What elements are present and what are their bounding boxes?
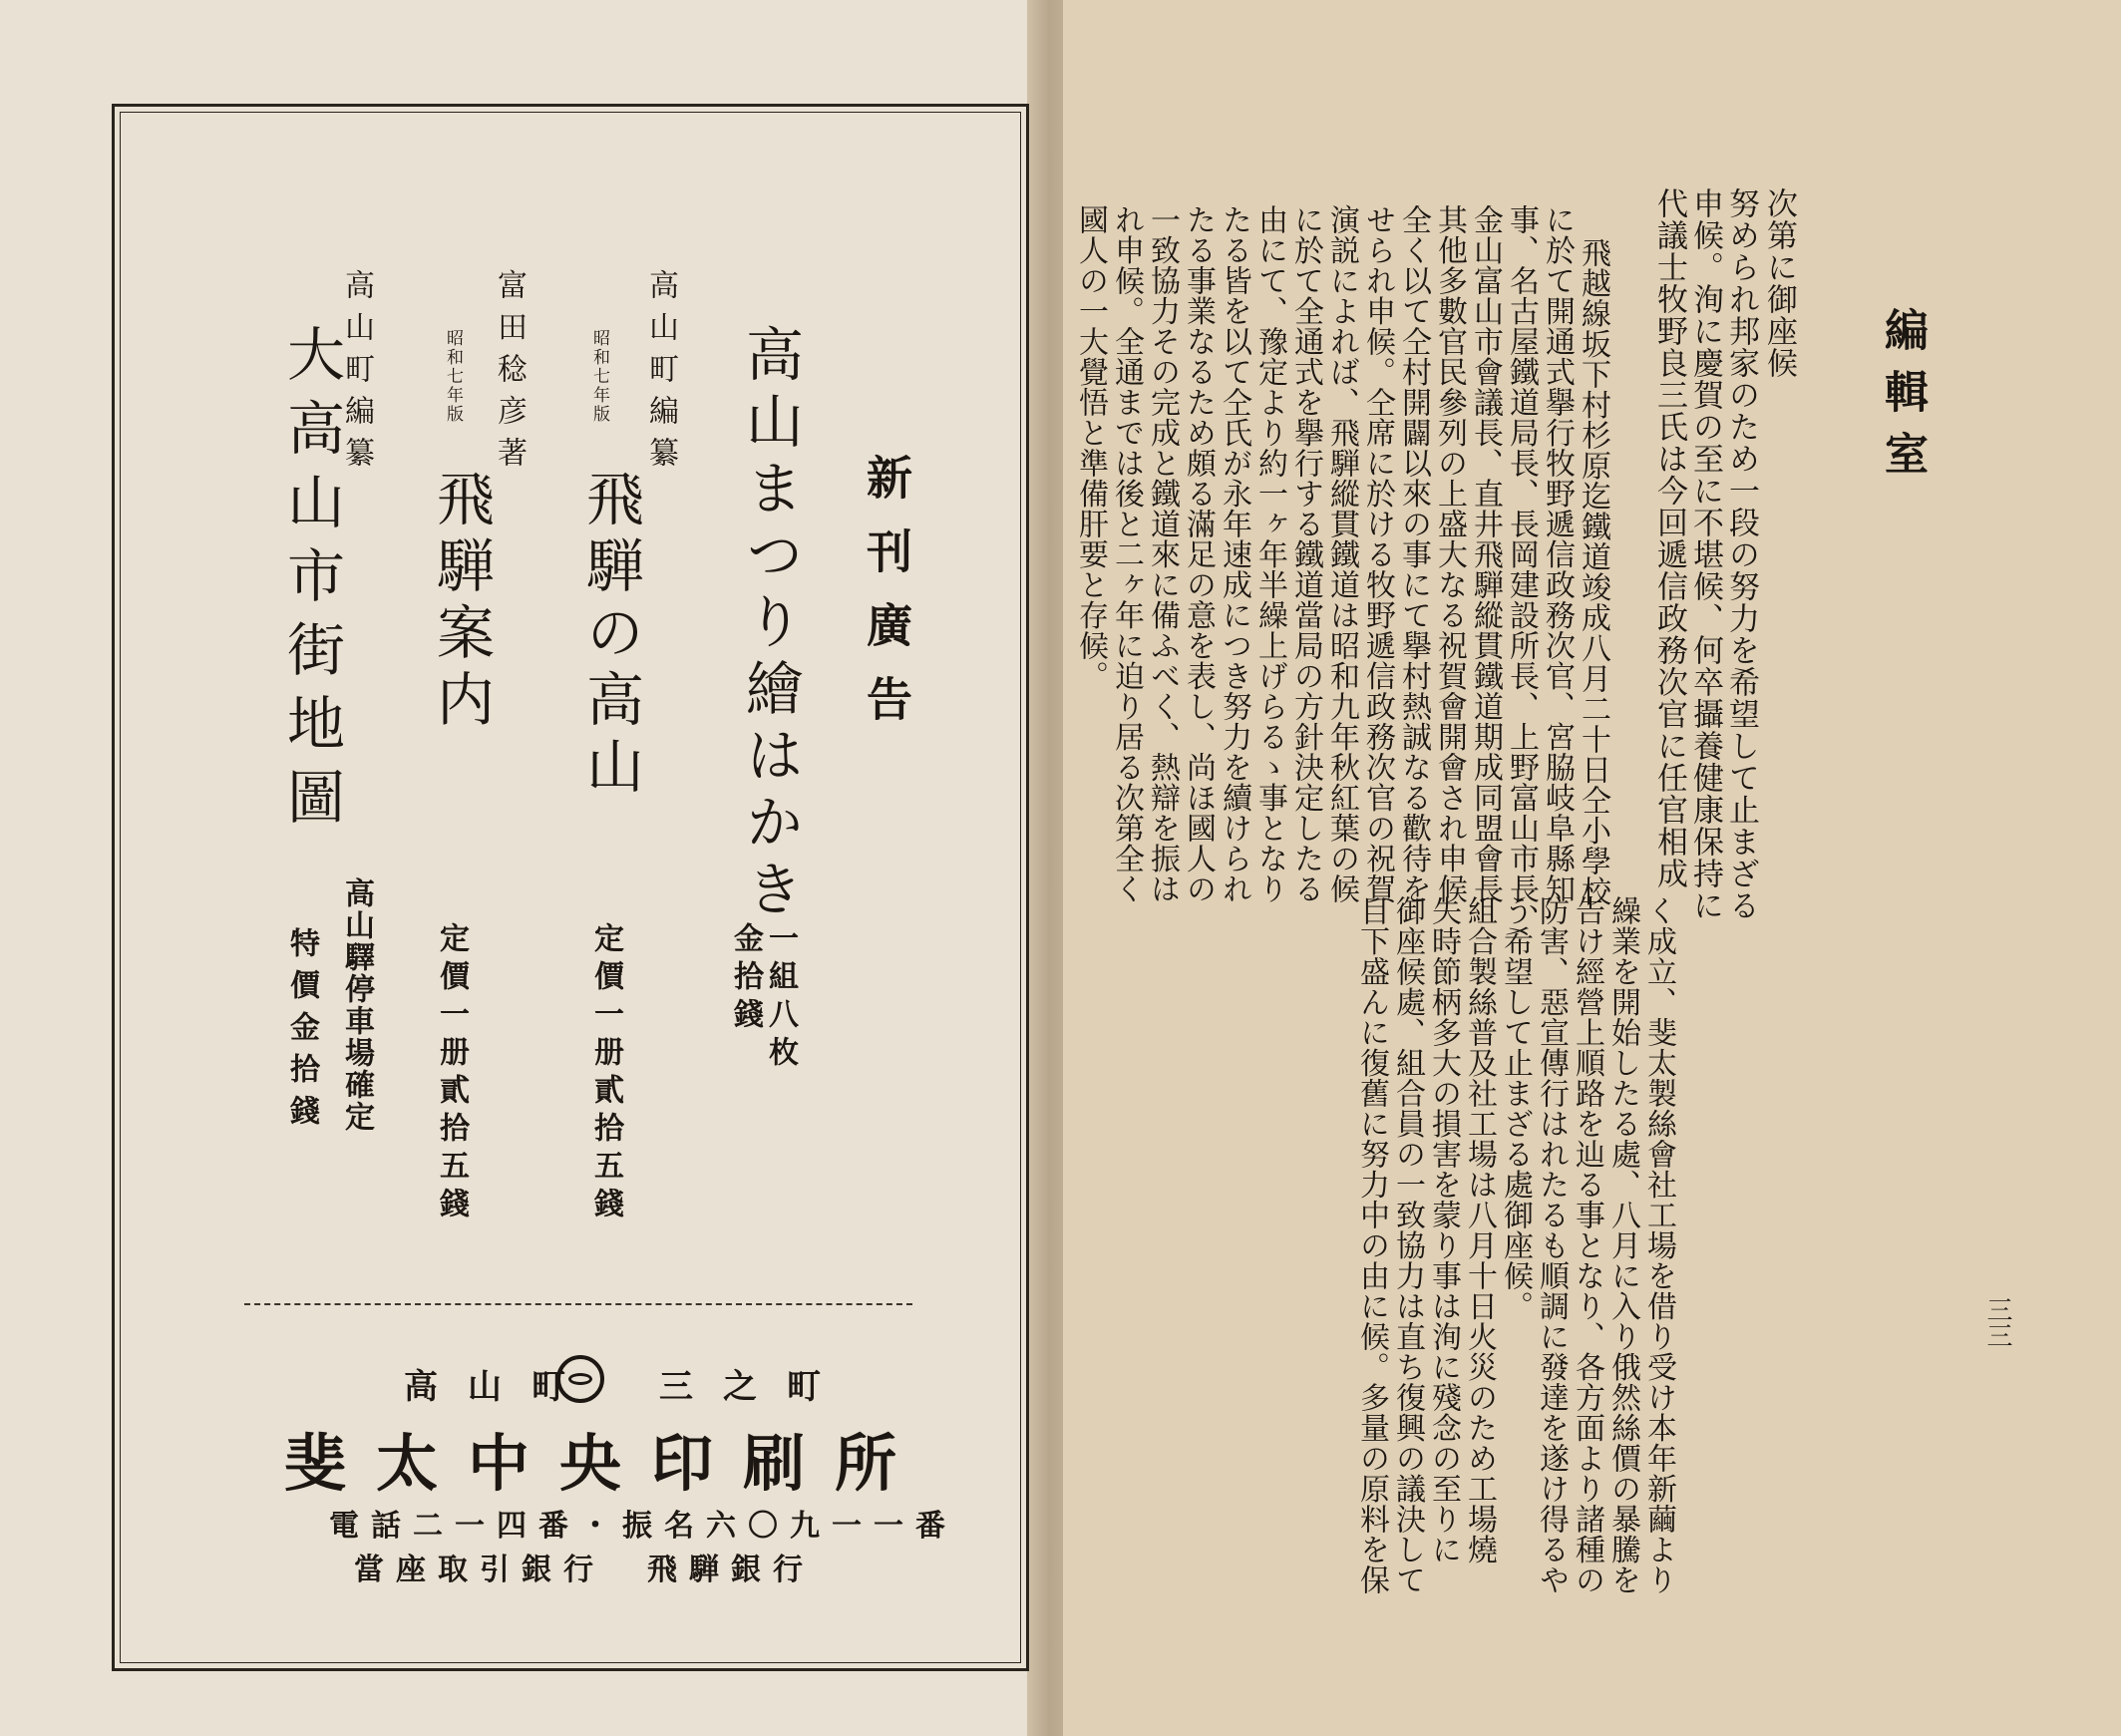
ad-item-3-price: 定價一册貳拾五錢	[434, 922, 469, 1225]
ad-heading: 新刊廣告	[860, 454, 913, 749]
ad-item-4-note: 高山驛停車場確定	[339, 877, 374, 1133]
ad-item-2-price: 定價一册貳拾五錢	[588, 922, 623, 1225]
lower-column: く成立、斐太製絲會社工場を借り受け本年新繭より	[1641, 895, 1676, 1595]
lower-column: 目下盛んに復舊に努力中の由に候。多量の原料を保	[1354, 895, 1389, 1595]
body-column: に於て全通式を擧行する鐵道當局の方針決定したる	[1288, 204, 1323, 904]
ad-item-2-title: 飛騨の高山	[576, 469, 644, 803]
lower-column: 防害、惡宣傳行はれたるも順調に發達を遂け得るや	[1534, 895, 1569, 1595]
body-column: せられ申候。仝席に於ける牧野遞信政務次官の祝賀	[1360, 204, 1395, 904]
editorial-heading: 編輯室	[1877, 307, 1928, 493]
ad-item-2-author: 高山町編纂	[643, 269, 678, 479]
body-column: 全く以て仝村開闢以來の事にて擧村熱誠なる歡待を	[1396, 204, 1431, 904]
ad-item-1-price-top: 一組八枚	[763, 922, 798, 1074]
body-column: 申候。洵に慶賀の至に不堪候、何卒攝養健康保持に	[1687, 187, 1723, 921]
ad-item-4-price: 特價金拾錢	[284, 927, 319, 1137]
body-column: 由にて、豫定より約一ヶ年半繰上げらるゝ事となり	[1252, 204, 1287, 904]
body-column: に於て開通式擧行牧野遞信政務次官、宮脇岐阜縣知	[1540, 204, 1575, 904]
ad-item-3-edition: 昭和七年版	[443, 329, 463, 424]
ad-item-1-price-bottom: 金拾錢	[728, 922, 763, 1036]
lower-column: 繰業を開始したる處、八月に入り俄然絲價の暴騰を	[1605, 895, 1640, 1595]
ad-item-2-edition: 昭和七年版	[589, 329, 609, 424]
body-column: たる皆を以て仝氏が永年速成につき努力を續けられ	[1217, 204, 1251, 904]
page-number: 三三	[1982, 1296, 2012, 1348]
lower-column: 組合製絲普及社工場は八月十日火災のため工場燒	[1462, 895, 1497, 1564]
ad-item-4-author: 高山町編纂	[339, 269, 374, 479]
body-column: 代議士牧野良三氏は今回遞信政務次官に任官相成	[1651, 187, 1687, 889]
body-column: 事、名古屋鐵道局長、長岡建設所長、上野富山市長、	[1504, 204, 1539, 934]
body-column: 努められ邦家のため一段の努力を希望して止まざる	[1723, 187, 1759, 921]
ad-divider	[244, 1303, 912, 1305]
lower-column: 失時節柄多大の損害を蒙り事は洵に殘念の至りに	[1426, 895, 1461, 1564]
ad-item-3-author: 富田稔彦著	[492, 269, 527, 479]
body-column: 一致協力その完成と鐵道來に備ふべく、熱辯を振は	[1145, 204, 1180, 904]
ad-item-4-title: 大高山市街地圖	[277, 324, 345, 841]
body-column: たる事業なるため頗る滿足の意を表し、尚ほ國人の	[1181, 204, 1216, 904]
body-column: 次第に御座候	[1761, 187, 1797, 379]
body-column: 演説によれば、飛騨縱貫鐵道は昭和九年秋紅葉の候	[1324, 204, 1359, 904]
body-column: 飛越線坂下村杉原迄鐵道竣成八月二十日仝小學校	[1576, 237, 1610, 906]
ad-item-3-title: 飛騨案内	[427, 469, 495, 736]
lower-column: う希望して止まざる處御座候。	[1498, 895, 1533, 1321]
printer-name: 斐太中央印刷所	[284, 1427, 927, 1500]
ad-item-1-title: 高山まつり繪はかき	[736, 324, 804, 925]
printer-address: 高山町 三之町	[404, 1367, 851, 1407]
body-column: れ申候。全通までは後と二ヶ年に迫り居る次第全く	[1109, 204, 1144, 904]
body-column: 金山富山市會議長、直井飛騨縱貫鐵道期成同盟會長	[1468, 204, 1503, 904]
printer-phone: 電話二一四番・振名六〇九一一番	[329, 1509, 957, 1544]
lower-column: 告け經營上順路を辿る事となり、各方面より諸種の	[1570, 895, 1604, 1595]
lower-column: 御座候處、組合員の一致協力は直ち復興の議決して	[1390, 895, 1425, 1595]
printer-bank: 當座取引銀行 飛騨銀行	[354, 1553, 815, 1587]
body-column: 其他多數官民參列の上盛大なる祝賀會開會され申候	[1432, 204, 1467, 904]
body-column: 國人の一大覺悟と準備肝要と存候。	[1073, 204, 1108, 691]
